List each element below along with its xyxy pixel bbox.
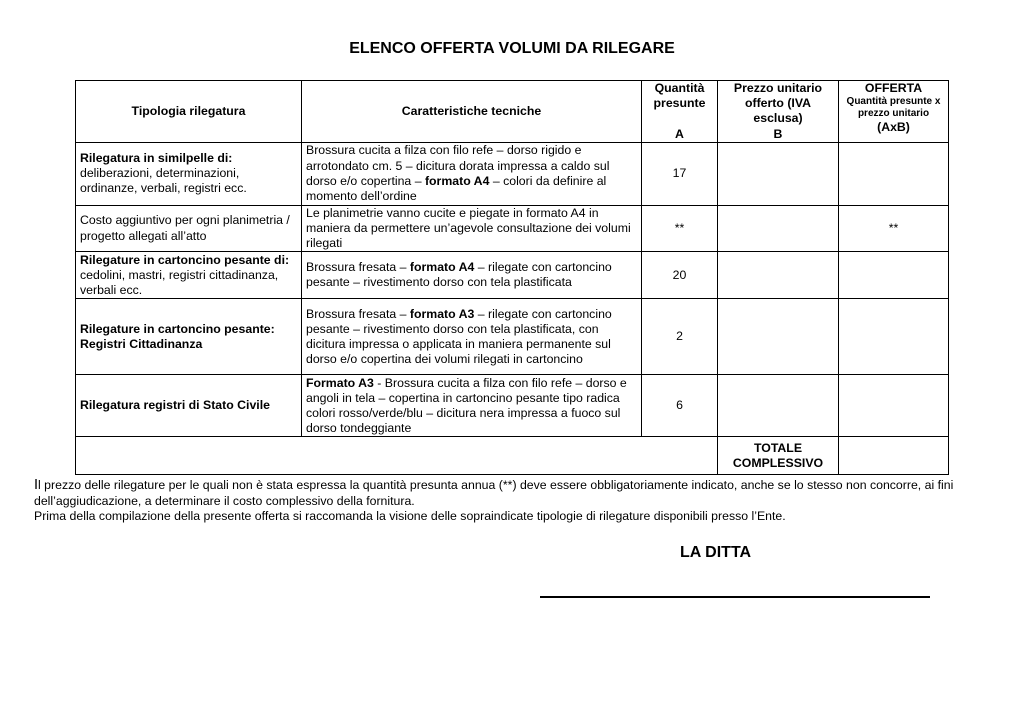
cell-tipologia <box>76 252 302 299</box>
total-blank-cell <box>76 437 718 475</box>
cell-offerta[interactable]: ** <box>839 205 949 252</box>
tech-text-2: - Brossura cucita a filza con filo refe – dorso e angoli in tela – copertina in cartoncino pesante tipo radica colori rosso/verde/blu – dicitura nera impressa a fuoco sul dorso tondeggiante <box>306 375 627 436</box>
tech-text-2: – colori da definire al momento dell’ordine <box>306 173 607 204</box>
total-label-line2: COMPLESSIVO <box>732 455 824 470</box>
note-line-1: Il prezzo delle rilegature per le quali non è stata espressa la quantità presunta annua (**) deve essere obbligatoriamente indicato, anche se lo stesso non concorre, ai fini dell’aggiudicazione, a determinare il costo complessivo della fornitura. <box>34 477 954 508</box>
header-quantita <box>642 81 718 143</box>
total-label-line1: TOTALE <box>753 440 803 455</box>
cell-quantita: 17 <box>642 142 718 205</box>
table-row <box>76 252 949 299</box>
cell-offerta[interactable] <box>839 299 949 375</box>
cell-prezzo[interactable] <box>718 375 839 437</box>
offer-table <box>75 80 949 475</box>
cell-quantita: 20 <box>642 252 718 299</box>
note-line-2: Prima della compilazione della presente offerta si raccomanda la visione delle sopraindicate tipologie di rilegature disponibili presso l’Ente. <box>34 509 786 523</box>
tipologia-bold: Rilegatura registri di Stato Civile <box>80 398 270 413</box>
cell-offerta[interactable] <box>839 375 949 437</box>
header-quantita-line2: presunte <box>653 96 706 111</box>
cell-caratteristiche <box>302 142 642 205</box>
table-row <box>76 142 949 205</box>
cell-caratteristiche <box>302 375 642 437</box>
tipologia-bold: Rilegature in cartoncino pesante: Registri Cittadinanza <box>80 321 275 351</box>
tipologia-rest: deliberazioni, determinazioni, ordinanze, verbali, registri ecc. <box>80 166 247 196</box>
header-offerta <box>839 81 949 143</box>
cell-tipologia <box>76 375 302 437</box>
tech-text: Le planimetrie vanno cucite e piegate in formato A4 in maniera da permettere un’agevole consultazione dei volumi rilegati <box>306 205 631 251</box>
table-header-row <box>76 81 949 143</box>
tech-text-2: – rilegate con cartoncino pesante – rivestimento dorso con tela plastificata, con dicitura impressa o applicata in maniera permanente sul dorso e/o copertina dei volumi rilegati in cartoncino <box>306 306 612 367</box>
tipologia-bold: Rilegature in cartoncino pesante di: <box>80 252 290 267</box>
table-row <box>76 299 949 375</box>
tech-text: Brossura fresata – <box>306 306 410 321</box>
tech-bold: formato A4 <box>409 260 475 275</box>
tipologia-bold: Rilegatura in similpelle di: <box>80 151 233 165</box>
header-offerta-title: OFFERTA <box>864 81 923 95</box>
tech-bold: formato A3 <box>409 306 475 321</box>
cell-caratteristiche <box>302 299 642 375</box>
tech-text: Brossura fresata – <box>306 260 410 275</box>
cell-tipologia <box>76 142 302 205</box>
cell-quantita: 6 <box>642 375 718 437</box>
header-offerta-sub: Quantità presunte x prezzo unitario <box>846 96 941 120</box>
total-label <box>718 437 839 475</box>
table-row <box>76 375 949 437</box>
header-tipologia: Tipologia rilegatura <box>76 81 302 143</box>
cell-quantita: ** <box>642 205 718 252</box>
document-title: ELENCO OFFERTA VOLUMI DA RILEGARE <box>349 40 675 57</box>
signature-line[interactable] <box>540 596 930 598</box>
cell-prezzo[interactable] <box>718 252 839 299</box>
header-prezzo-letter: B <box>773 126 783 141</box>
total-row <box>76 437 949 475</box>
header-quantita-letter: A <box>675 126 684 141</box>
cell-tipologia <box>76 299 302 375</box>
total-value-cell[interactable] <box>839 437 949 475</box>
tipologia-rest: Costo aggiuntivo per ogni planimetria / progetto allegati all’atto <box>80 213 290 243</box>
notes <box>34 478 964 525</box>
cell-offerta[interactable] <box>839 142 949 205</box>
tech-bold: formato A4 <box>424 173 490 188</box>
tech-text-2: – rilegate con cartoncino pesante – rivestimento dorso con tela plastificata <box>306 260 612 290</box>
tech-bold: Formato A3 <box>306 375 374 390</box>
cell-caratteristiche <box>302 205 642 252</box>
header-prezzo <box>718 81 839 143</box>
cell-tipologia <box>76 205 302 252</box>
header-quantita-line1: Quantità <box>654 81 705 96</box>
cell-prezzo[interactable] <box>718 299 839 375</box>
signature-label: LA DITTA <box>680 544 752 561</box>
header-offerta-formula: (AxB) <box>877 120 910 135</box>
header-caratteristiche: Caratteristiche tecniche <box>302 81 642 143</box>
cell-offerta[interactable] <box>839 252 949 299</box>
cell-quantita: 2 <box>642 299 718 375</box>
header-prezzo-text: Prezzo unitario offerto (IVA esclusa) <box>733 81 823 126</box>
tech-text: Brossura cucita a filza con filo refe – dorso rigido e arrotondato cm. 5 – dicitura dorata impressa a caldo sul dorso e/o copertina – <box>306 143 610 188</box>
cell-caratteristiche <box>302 252 642 299</box>
cell-prezzo[interactable] <box>718 205 839 252</box>
cell-prezzo[interactable] <box>718 142 839 205</box>
tipologia-rest: cedolini, mastri, registri cittadinanza, verbali ecc. <box>80 267 279 298</box>
table-row <box>76 205 949 252</box>
